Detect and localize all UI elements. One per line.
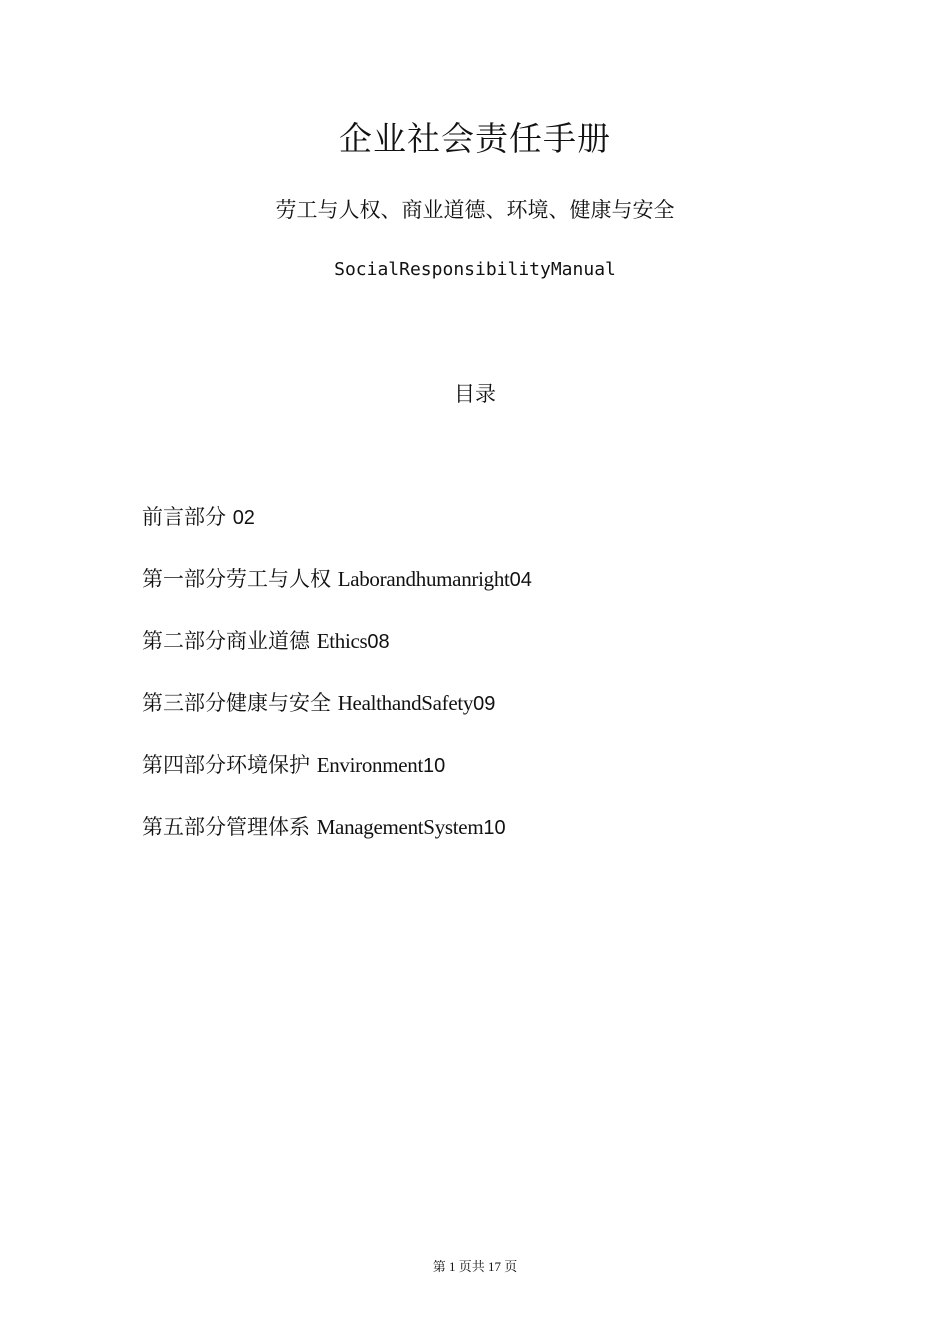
toc-item-chinese-title: 第二部分商业道德	[142, 629, 310, 653]
toc-item-page-number: 09	[473, 693, 496, 715]
toc-item-page-number: 02	[232, 507, 255, 529]
toc-item-english-title: Ethics	[316, 629, 368, 653]
document-title: 企业社会责任手册	[339, 119, 611, 158]
toc-item-english-title: ManagementSystem	[316, 815, 484, 839]
toc-item-labor-human-rights[interactable]	[142, 562, 842, 624]
toc-item-chinese-title: 前言部分	[142, 505, 226, 529]
toc-item-health-safety[interactable]	[142, 686, 842, 748]
toc-item-page-number: 10	[423, 755, 446, 777]
page-footer: 第 1 页共 17 页	[432, 1259, 518, 1274]
toc-item-page-number: 04	[509, 569, 532, 591]
toc-item-chinese-title: 第三部分健康与安全	[142, 691, 331, 715]
toc-item-chinese-title: 第一部分劳工与人权	[142, 567, 331, 591]
toc-item-page-number: 08	[367, 631, 390, 653]
document-subtitle: 劳工与人权、商业道德、环境、健康与安全	[275, 198, 675, 222]
toc-item-english-title: HealthandSafety	[337, 691, 474, 715]
toc-item-chinese-title: 第四部分环境保护	[142, 753, 310, 777]
english-title: SocialResponsibilityManual	[334, 259, 616, 280]
toc-item-preface[interactable]	[142, 500, 842, 562]
toc-item-page-number: 10	[483, 817, 506, 839]
toc-item-english-title: Laborandhumanright	[337, 567, 510, 591]
toc-item-english-title: Environment	[316, 753, 424, 777]
table-of-contents	[142, 500, 842, 872]
toc-item-management-system[interactable]	[142, 810, 842, 872]
toc-item-environment[interactable]	[142, 748, 842, 810]
toc-item-ethics[interactable]	[142, 624, 842, 686]
toc-item-chinese-title: 第五部分管理体系	[142, 815, 310, 839]
toc-heading: 目录	[454, 382, 496, 406]
